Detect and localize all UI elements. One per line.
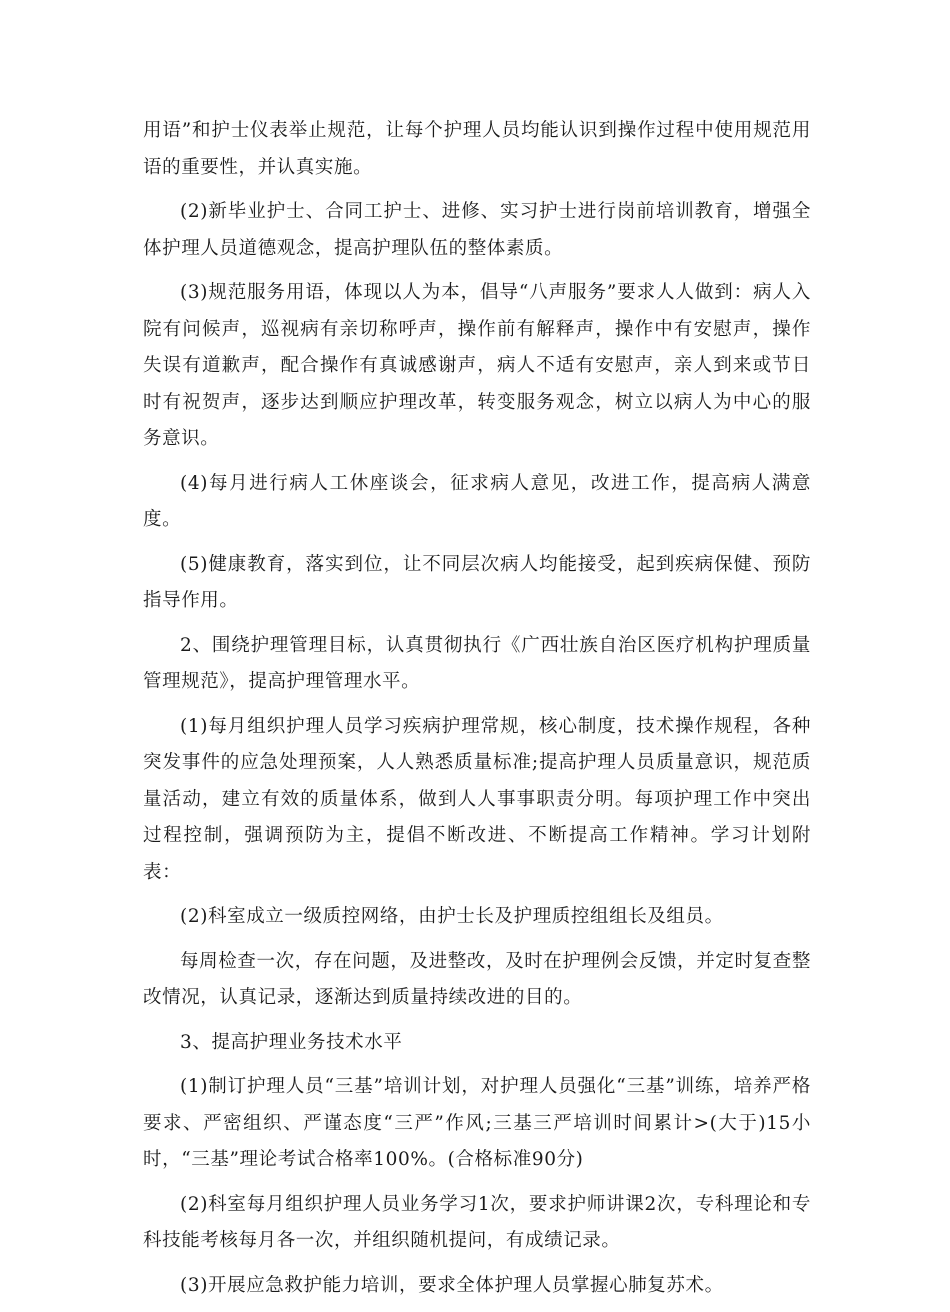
paragraph-4: (4)每月进行病人工休座谈会，征求病人意见，改进工作，提高病人满意度。: [143, 472, 811, 530]
paragraph-9: 每周检查一次，存在问题，及进整改，及时在护理例会反馈，并定时复查整改情况，认真记录，逐渐达到质量持续改进的目的。: [143, 950, 811, 1008]
section-heading-3: 3、提高护理业务技术水平: [180, 1031, 403, 1053]
paragraph-7: (1)每月组织护理人员学习疾病护理常规，核心制度，技术操作规程，各种突发事件的应急处理预案，人人熟悉质量标准;提高护理人员质量意识，规范质量活动，建立有效的质量体系，做到人人事事职责分明。每项护理工作中突出过程控制，强调预防为主，提倡不断改进、不断提高工作精神。学习计划附表：: [143, 715, 811, 883]
paragraph-2: (2)新毕业护士、合同工护士、进修、实习护士进行岗前培训教育，增强全体护理人员道德观念，提高护理队伍的整体素质。: [143, 201, 811, 259]
section-heading-2: 2、围绕护理管理目标，认真贯彻执行《广西壮族自治区医疗机构护理质量管理规范》，提高护理管理水平。: [143, 634, 811, 692]
paragraph-1: 用语”和护士仪表举止规范，让每个护理人员均能认识到操作过程中使用规范用语的重要性，并认真实施。: [143, 120, 811, 178]
paragraph-3: (3)规范服务用语，体现以人为本，倡导“八声服务”要求人人做到：病人入院有问候声，巡视病有亲切称呼声，操作前有解释声，操作中有安慰声，操作失误有道歉声，配合操作有真诚感谢声，病人不适有安慰声，亲人到来或节日时有祝贺声，逐步达到顺应护理改革，转变服务观念，树立以病人为中心的服务意识。: [143, 282, 811, 449]
paragraph-12: (2)科室每月组织护理人员业务学习1次，要求护师讲课2次，专科理论和专科技能考核每月各一次，并组织随机提问，有成绩记录。: [143, 1193, 811, 1251]
document-body: [143, 113, 811, 1312]
paragraph-13: (3)开展应急救护能力培训，要求全体护理人员掌握心肺复苏术。: [180, 1274, 724, 1296]
paragraph-8: (2)科室成立一级质控网络，由护士长及护理质控组组长及组员。: [180, 906, 724, 927]
paragraph-5: (5)健康教育，落实到位，让不同层次病人均能接受，起到疾病保健、预防指导作用。: [143, 553, 811, 611]
paragraph-11: (1)制订护理人员“三基”培训计划，对护理人员强化“三基”训练，培养严格要求、严密组织、严谨态度“三严”作风;三基三严培训时间累计>(大于)15小时，“三基”理论考试合格率100%。(合格标准90分): [143, 1076, 811, 1170]
